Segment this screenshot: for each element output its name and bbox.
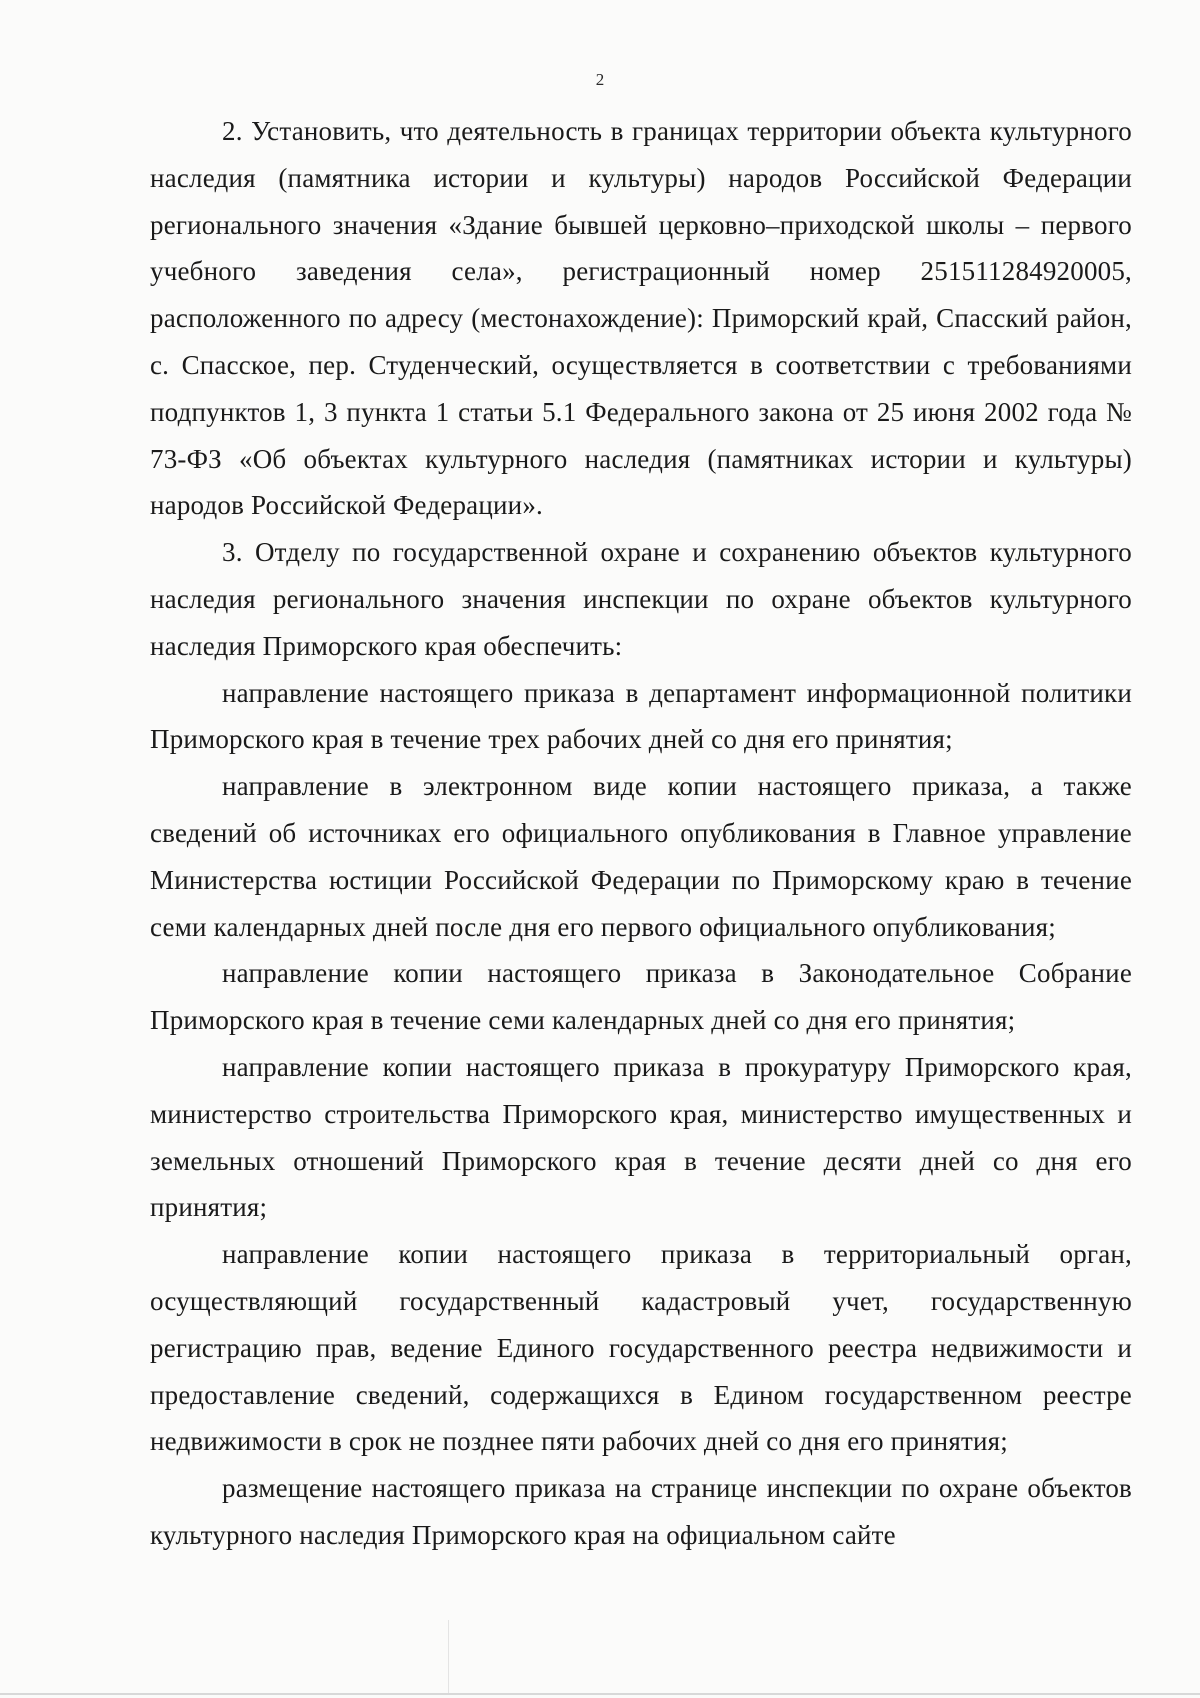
page-number: 2 bbox=[595, 70, 605, 89]
document-body bbox=[150, 108, 1132, 1559]
paragraph-prosecutor: направление копии настоящего приказа в прокуратуру Приморского края, министерство строительства Приморского края, министерство имущественных и земельных отношений Приморского края в течение десяти дней со дня его принятия; bbox=[150, 1051, 1132, 1223]
paragraph-cadastre: направление копии настоящего приказа в территориальный орган, осуществляющий государственный кадастровый учет, государственную регистрацию прав, ведение Единого государственного реестра недвижимости и предоставление сведений, содержащихся в Едином государственном реестре недвижимости в срок не позднее пяти рабочих дней со дня его принятия; bbox=[150, 1239, 1132, 1457]
scan-artifact bbox=[448, 1620, 449, 1695]
paragraph-item-2: 2. Установить, что деятельность в границах территории объекта культурного наследия (памятника истории и культуры) народов Российской Федерации регионального значения «Здание бывшей церковно–приходской школы – первого учебного заведения села», регистрационный номер 251511284920005, расположенного по адресу (местонахождение): Приморский край, Спасский район, с. Спасское, пер. Студенческий, осуществляется в соответствии с требованиями подпунктов 1, 3 пункта 1 статьи 5.1 Федерального закона от 25 июня 2002 года № 73-ФЗ «Об объектах культурного наследия (памятниках истории и культуры) народов Российской Федерации». bbox=[150, 116, 1132, 521]
paragraph-website: размещение настоящего приказа на странице инспекции по охране объектов культурного наследия Приморского края на официальном сайте bbox=[150, 1473, 1132, 1550]
paragraph-item-3: 3. Отделу по государственной охране и сохранению объектов культурного наследия регионального значения инспекции по охране объектов культурного наследия Приморского края обеспечить: bbox=[150, 537, 1132, 661]
paragraph-legislative-assembly: направление копии настоящего приказа в Законодательное Собрание Приморского края в течение семи календарных дней со дня его принятия; bbox=[150, 958, 1132, 1036]
paragraph-info-policy: направление настоящего приказа в департамент информационной политики Приморского края в течение трех рабочих дней со дня его принятия; bbox=[150, 677, 1132, 755]
page-bottom-edge bbox=[0, 1693, 1200, 1695]
paragraph-justice-ministry: направление в электронном виде копии настоящего приказа, а также сведений об источниках его официального опубликования в Главное управление Министерства юстиции Российской Федерации по Приморскому краю в течение семи календарных дней после дня его первого официального опубликования; bbox=[150, 771, 1132, 942]
